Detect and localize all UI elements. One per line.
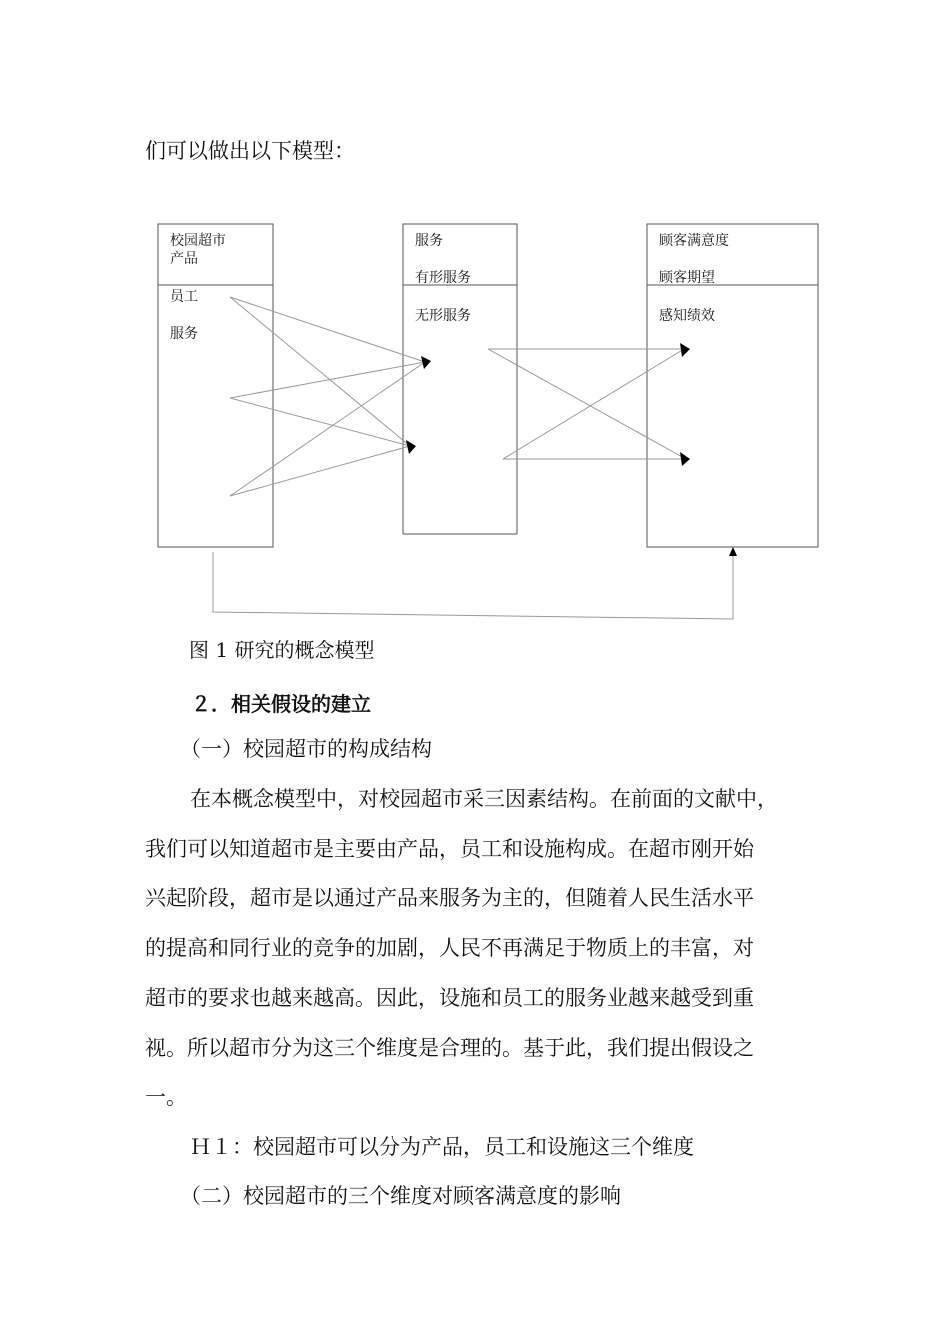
box1-item-service: 服务 — [170, 326, 198, 342]
diagram-lines — [0, 0, 950, 640]
intro-line: 们可以做出以下模型： — [145, 139, 355, 163]
box1-title-line1: 校园超市 — [170, 233, 226, 249]
box3-line1: 顾客满意度 — [659, 233, 729, 249]
arrowhead-icon — [421, 356, 431, 369]
box1-title-line2: 产品 — [170, 251, 198, 267]
figure-caption: 图 1 研究的概念模型 — [189, 638, 375, 662]
box-supermarket — [158, 224, 273, 547]
arrowhead-icon — [680, 343, 690, 357]
subheading-1: （一）校园超市的构成结构 — [180, 737, 432, 761]
box3-line3: 感知绩效 — [659, 308, 715, 324]
subheading-2: （二）校园超市的三个维度对顾客满意度的影响 — [180, 1184, 621, 1208]
arrowhead-icon — [680, 452, 690, 466]
arrowhead-icon — [406, 440, 416, 454]
box3-line2: 顾客期望 — [659, 270, 715, 286]
box2-line1: 服务 — [415, 233, 443, 249]
paragraph-line: 一。 — [145, 1085, 187, 1109]
paragraph-line: 的提高和同行业的竞争的加剧，人民不再满足于物质上的丰富，对 — [145, 936, 754, 960]
paragraph-line: 兴起阶段，超市是以通过产品来服务为主的，但随着人民生活水平 — [145, 886, 754, 910]
paragraph-line: 视。所以超市分为这三个维度是合理的。基于此，我们提出假设之 — [145, 1036, 754, 1060]
arrowhead-icon — [729, 547, 737, 556]
hypothesis-1: Ｈ１：校园超市可以分为产品，员工和设施这三个维度 — [190, 1135, 694, 1159]
box1-item-staff: 员工 — [170, 289, 198, 305]
paragraph-line: 我们可以知道超市是主要由产品，员工和设施构成。在超市刚开始 — [145, 837, 754, 861]
section-heading: ２．相关假设的建立 — [191, 692, 371, 716]
paragraph-line: 在本概念模型中，对校园超市采三因素结构。在前面的文献中， — [190, 787, 778, 811]
paragraph-line: 超市的要求也越来越高。因此，设施和员工的服务业越来越受到重 — [145, 986, 754, 1010]
box2-line2: 有形服务 — [415, 270, 471, 286]
box2-line3: 无形服务 — [415, 308, 471, 324]
